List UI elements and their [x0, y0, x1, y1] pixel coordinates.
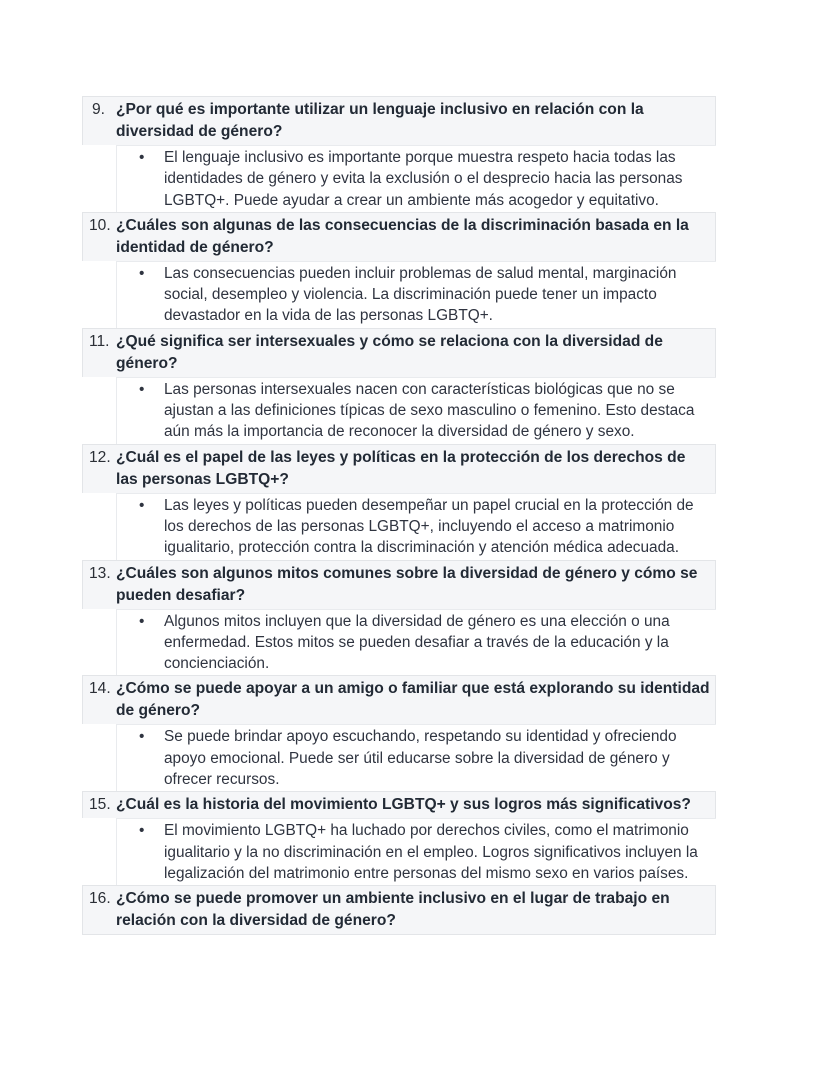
- answer-text: Las consecuencias pueden incluir problemas de salud mental, marginación social, desempleo y violencia. La discriminación puede tener un impacto devastador en la vida de las personas LGBTQ+.: [164, 264, 677, 325]
- answer-row: [116, 261, 716, 328]
- question-row: [82, 791, 716, 818]
- answer-text: Se puede brindar apoyo escuchando, respetando su identidad y ofreciendo apoyo emocional. Puede ser útil educarse sobre la diversidad de género y ofrecer recursos.: [164, 728, 677, 789]
- question-number: 13.: [89, 564, 111, 582]
- question-text: ¿Cuáles son algunas de las consecuencias de la discriminación basada en la identidad de género?: [116, 216, 689, 256]
- question-row: [82, 560, 716, 609]
- question-row: [82, 96, 716, 145]
- answer-row: [116, 377, 716, 444]
- faq-document: [82, 96, 716, 935]
- question-row: [82, 212, 716, 261]
- answer-text: Las leyes y políticas pueden desempeñar un papel crucial en la protección de los derechos de las personas LGBTQ+, incluyendo el acceso a matrimonio igualitario, protección contra la discriminación y atención médica adecuada.: [164, 496, 694, 557]
- question-number: 15.: [89, 796, 111, 814]
- answer-row: [116, 818, 716, 885]
- bullet-icon: •: [139, 264, 145, 282]
- answer-row: [116, 145, 716, 212]
- question-text: ¿Cómo se puede promover un ambiente inclusivo en el lugar de trabajo en relación con la diversidad de género?: [116, 890, 670, 930]
- question-row: [82, 444, 716, 493]
- answer-text: El movimiento LGBTQ+ ha luchado por derechos civiles, como el matrimonio igualitario y la no discriminación en el empleo. Logros significativos incluyen la legalización del matrimonio entre personas del mismo sexo en varios países.: [164, 822, 698, 882]
- bullet-icon: •: [139, 728, 145, 746]
- question-row: [82, 885, 716, 935]
- question-number: 11.: [89, 332, 110, 350]
- question-text: ¿Cuál es el papel de las leyes y políticas en la protección de los derechos de las personas LGBTQ+?: [116, 448, 686, 488]
- question-row: [82, 675, 716, 724]
- answer-text: Algunos mitos incluyen que la diversidad de género es una elección o una enfermedad. Estos mitos se pueden desafiar a través de la educación y la concienciación.: [164, 612, 670, 673]
- answer-row: [116, 609, 716, 676]
- answer-text: El lenguaje inclusivo es importante porque muestra respeto hacia todas las identidades de género y evita la exclusión o el desprecio hacia las personas LGBTQ+. Puede ayudar a crear un ambiente más acogedor y equitativo.: [164, 149, 683, 209]
- question-row: [82, 328, 716, 377]
- question-number: 14.: [89, 680, 111, 698]
- question-number: 10.: [89, 216, 111, 234]
- question-text: ¿Cuál es la historia del movimiento LGBTQ+ y sus logros más significativos?: [116, 796, 691, 814]
- bullet-icon: •: [139, 496, 145, 514]
- question-text: ¿Qué significa ser intersexuales y cómo se relaciona con la diversidad de género?: [116, 332, 663, 372]
- answer-row: [116, 724, 716, 791]
- question-text: ¿Cómo se puede apoyar a un amigo o familiar que está explorando su identidad de género?: [116, 680, 710, 720]
- question-text: ¿Cuáles son algunos mitos comunes sobre la diversidad de género y cómo se pueden desafiar?: [116, 564, 698, 604]
- question-text: ¿Por qué es importante utilizar un lenguaje inclusivo en relación con la diversidad de género?: [116, 101, 644, 140]
- bullet-icon: •: [139, 822, 145, 840]
- answer-row: [116, 493, 716, 560]
- question-number: 16.: [89, 890, 111, 908]
- bullet-icon: •: [139, 149, 145, 166]
- answer-text: Las personas intersexuales nacen con características biológicas que no se ajustan a las definiciones típicas de sexo masculino o femenino. Esto destaca aún más la importancia de reconocer la diversidad de género y sexo.: [164, 380, 695, 441]
- question-number: 9.: [92, 101, 106, 118]
- question-number: 12.: [89, 448, 111, 466]
- bullet-icon: •: [139, 380, 145, 398]
- bullet-icon: •: [139, 612, 145, 630]
